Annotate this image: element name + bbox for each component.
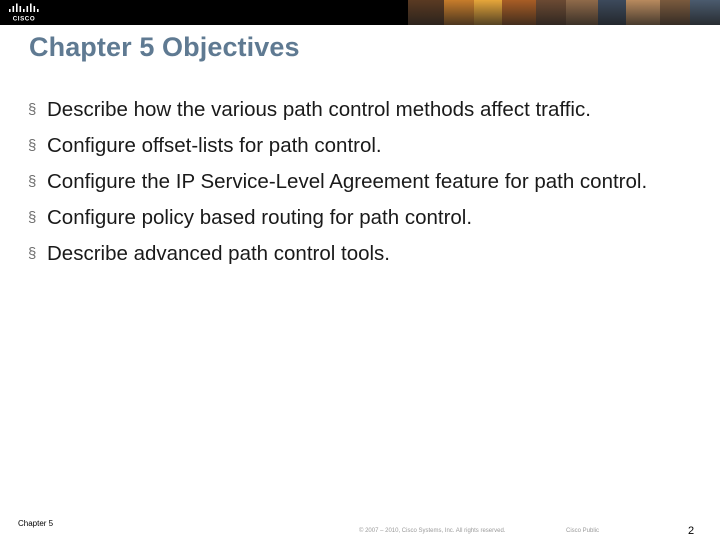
page-number: 2: [688, 525, 695, 537]
bullet-marker-icon: §: [28, 245, 37, 262]
bullet-marker-icon: §: [28, 137, 37, 154]
header-photo-tile: [566, 0, 598, 25]
objective-item: [28, 96, 708, 123]
header-photo-tile: [690, 0, 720, 25]
header-photo-tile: [474, 0, 502, 25]
bullet-marker-icon: §: [28, 209, 37, 226]
footer-classification: Cisco Public: [566, 528, 600, 534]
header-photo-tile: [536, 0, 566, 25]
cisco-bridge-logo-icon: [8, 3, 42, 22]
header-photo-tile: [660, 0, 690, 25]
objective-text: Describe advanced path control tools.: [47, 242, 391, 265]
photo-collage-strip: [408, 0, 720, 25]
header-photo-tile: [502, 0, 536, 25]
objective-text: Configure the IP Service-Level Agreement feature for path control.: [47, 170, 648, 193]
footer-chapter-label: Chapter 5: [18, 519, 54, 528]
header-bar: [0, 0, 720, 25]
objective-item: [28, 240, 708, 267]
objective-text: Configure policy based routing for path control.: [47, 206, 473, 229]
header-photo-tile: [408, 0, 444, 25]
objective-text: Describe how the various path control methods affect traffic.: [47, 98, 591, 121]
objectives-list: [28, 96, 708, 276]
objective-item: [28, 168, 708, 195]
objective-item: [28, 204, 708, 231]
header-photo-tile: [626, 0, 660, 25]
logo-text: CISCO: [12, 15, 36, 22]
objective-text: Configure offset-lists for path control.: [47, 134, 382, 157]
footer-copyright: © 2007 – 2010, Cisco Systems, Inc. All rights reserved.: [359, 528, 506, 534]
slide-title: Chapter 5 Objectives: [29, 32, 300, 62]
objective-item: [28, 132, 708, 159]
bullet-marker-icon: §: [28, 101, 37, 118]
bullet-marker-icon: §: [28, 173, 37, 190]
header-photo-tile: [598, 0, 626, 25]
header-photo-tile: [444, 0, 474, 25]
